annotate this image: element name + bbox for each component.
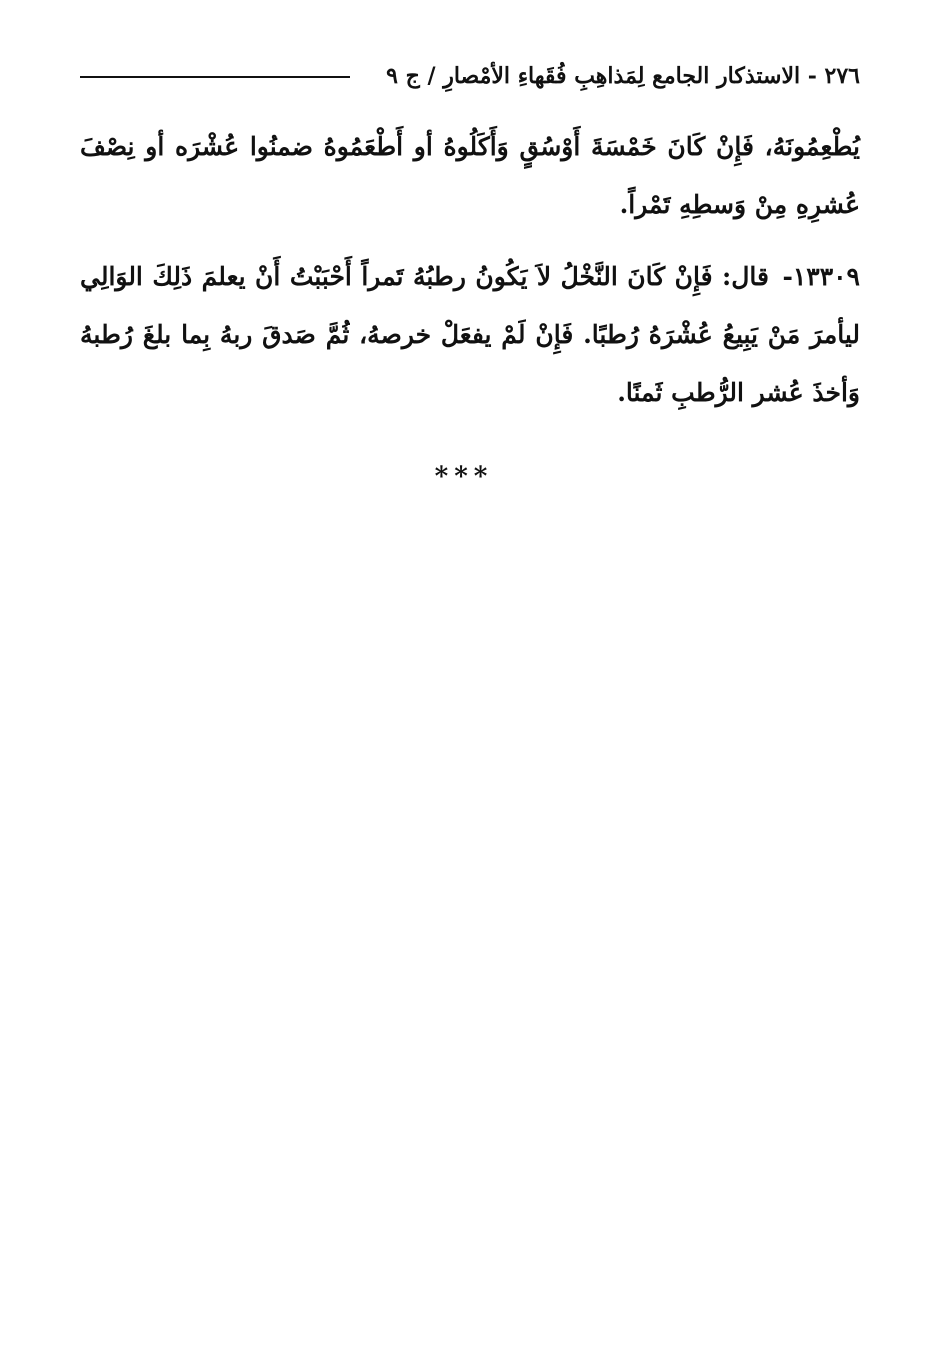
paragraph-text: يُطْعِمُونَهُ، فَإِنْ كَانَ خَمْسَةَ أَوْسُقٍ وَأَكَلُوهُ أو أَطْعَمُوهُ ضمنُوا عُشْرَه أو نِصْفَ عُشرِهِ مِنْ وَسطِهِ تَمْراً. <box>80 132 860 219</box>
paragraph-number: ١٣٣٠٩- <box>772 262 860 291</box>
paragraph-continuation <box>80 118 860 234</box>
paragraph-13309 <box>80 248 860 422</box>
body-text <box>80 118 860 436</box>
running-title: ٢٧٦ - الاستذكار الجامع لِمَذاهِبِ فُقَهاءِ الأمْصارِ / ج ٩ <box>386 63 860 89</box>
page-header <box>80 56 860 96</box>
header-rule <box>80 76 350 78</box>
section-separator: *** <box>434 462 494 492</box>
paragraph-text: قال: فَإِنْ كَانَ النَّخْلُ لاَ يَكُونُ رطبُهُ تَمراً أَحْبَبْتُ أَنْ يعلمَ ذَلِكَ الوَالِي ليأمرَ مَنْ يَبِيعُ عُشْرَهُ رُطبًا. فَإِنْ لَمْ يفعَلْ خرصهُ، ثُمَّ صَدقَ ربهُ بِما بلغَ رُطبهُ وَأخذَ عُشر الرُّطبِ ثَمنًا. <box>80 262 860 407</box>
